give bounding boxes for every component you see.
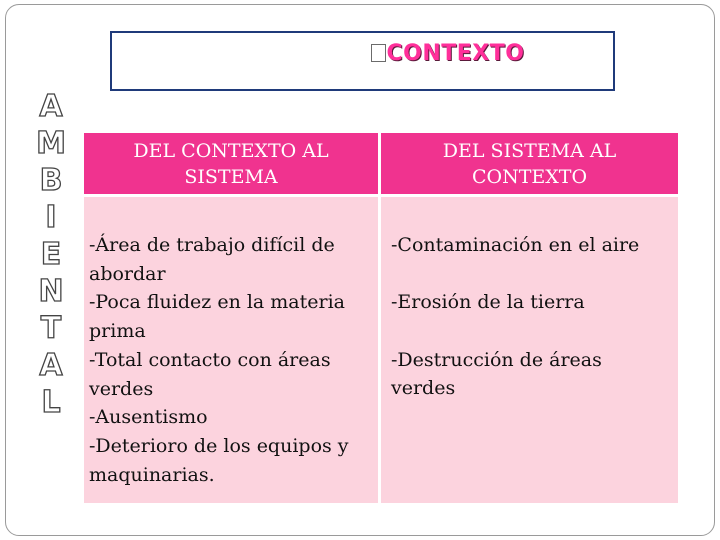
list-item: -Contaminación en el aire [391,234,640,256]
cell-list [381,197,678,403]
vertical-letter: E [40,237,62,272]
slide-title [371,41,525,66]
vertical-letter: A [39,348,63,383]
cell-list [84,197,378,489]
vertical-letter: M [36,126,66,161]
bullet-box-icon [371,44,386,62]
table-header-cell [84,133,378,194]
vertical-word [31,88,71,421]
list-item: -Deterioro de los equipos y maquinarias. [89,434,349,486]
table-header-cell [381,133,678,194]
header-text: DEL CONTEXTO AL SISTEMA [133,139,329,188]
list-item: -Ausentismo [89,406,208,429]
list-item: -Área de trabajo difícil de abordar [89,234,335,285]
slide-title-text: CONTEXTO [386,40,525,66]
vertical-letter: I [45,200,57,235]
list-item: -Destrucción de áreas verdes [391,348,602,400]
comparison-table [84,133,678,503]
header-text: DEL SISTEMA AL CONTEXTO [442,139,617,188]
vertical-letter: B [39,163,63,198]
table-body-cell [381,197,678,503]
vertical-letter: T [40,311,62,346]
title-box [110,31,615,91]
list-item: -Poca fluidez en la materia prima [89,291,345,343]
list-item: -Total contacto con áreas verdes [89,348,331,400]
vertical-letter: L [41,385,61,420]
vertical-letter: A [39,89,63,124]
vertical-letter: N [38,274,64,309]
table-body-cell [84,197,378,503]
list-item: -Erosión de la tierra [391,291,585,314]
